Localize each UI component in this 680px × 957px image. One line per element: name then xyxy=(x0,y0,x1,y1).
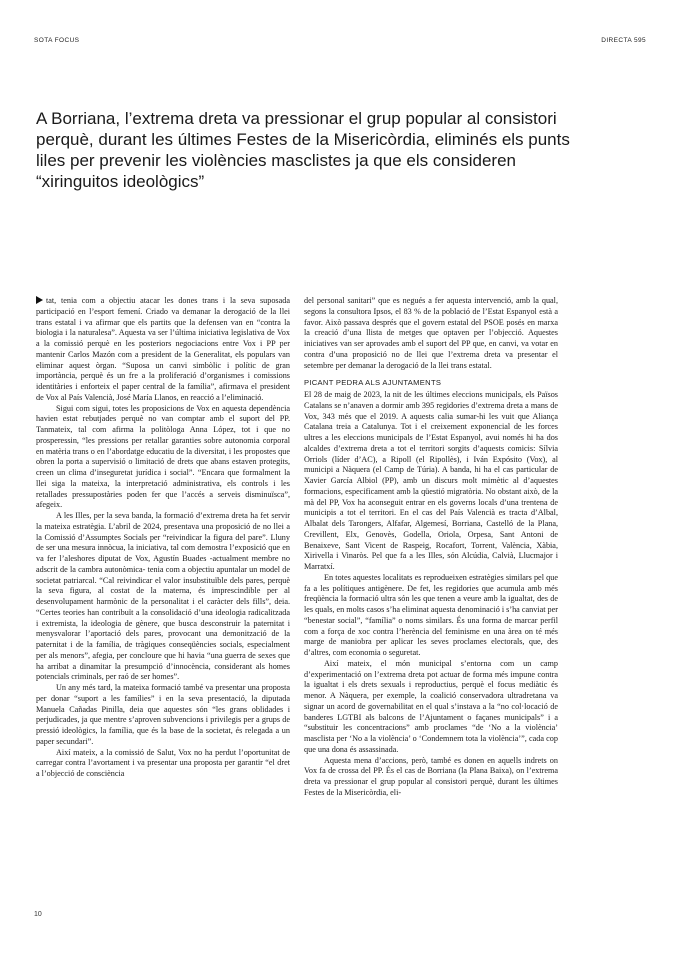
left-column xyxy=(36,296,290,780)
paragraph-text: tat, tenia com a objectiu atacar les dones trans i la seva suposada participació en l’esport femení. Criado va demanar la derogació de la llei trans estatal i va afirmar que els partits que la defensen van en “contra la biologia i la naturalesa”. Aquesta va ser l’última iniciativa legislativa de Vox a la comissió perquè en les posteriors negociacions entre Vox i PP per mantenir Carlos Mazón com a president de la Generalitat, els populars van eliminar aquest òrgan. “Suposa un canvi simbòlic i polític de gran importància, perquè és un fre a la proliferació d’organismes i comissions identitàries i enforteix el paper central de la família”, afirmava el president de Vox al País Valencià, José María Llanos, en reacció a l’eliminació. xyxy=(36,296,290,402)
section-subheading: PICANT PEDRA ALS AJUNTAMENTS xyxy=(304,378,442,388)
paragraph: Aquesta mena d’accions, però, també es donen en aquells indrets on Vox fa de crossa del PP. És el cas de Borriana (la Plana Baixa), on l’extrema dreta va pressionar el grup popular al consistori perquè, durant les últimes Festes de la Misericòrdia, eli- xyxy=(304,755,558,797)
paragraph: A les Illes, per la seva banda, la formació d’extrema dreta ha fet servir la mateixa estratègia. L’abril de 2024, presentava una proposició de no llei a la Comissió d’Assumptes Socials per “reivindicar la figura del pare”. Lluny de ser una mesura innòcua, la iniciativa, tal com demostra l’exposició que en va fer l’aleshores diputat de Vox, Agustín Buades -actualment membre no adscrit de la cambra autonòmica- tenia com a objectiu apuntalar un model de societat patriarcal. “Cal reivindicar el valor insubstituïble dels pares, perquè la seva figura, al costat de la materna, és imprescindible per al desenvolupament harmònic de la personalitat i el caràcter dels fills”, deia. “Certes teories han contribuït a la consolidació d’una ideologia radicalitzada i extremista, la ideologia de gènere, que busca desconstruir la paternitat i menysvalorar l’aportació dels pares, provocant una demonització de la paternitat i de la família, de tràgiques conseqüències socials, especialment per als menors”, afegia, per concloure que hi havia “una guerra de sexes que ha arribat a dinamitar la presumpció d’innocència, considerant als homes potencials criminals, per raó de ser homes”. xyxy=(36,511,290,682)
pull-quote: A Borriana, l’extrema dreta va pressionar el grup popular al consistori perquè, durant les últimes Festes de la Misericòrdia, eliminés els punts liles per prevenir les violències masclistes ja que els consideren “xiringuitos ideològics” xyxy=(36,109,570,191)
paragraph: Sigui com sigui, totes les proposicions de Vox en aquesta dependència havien estat rebutjades perquè no van comptar amb el suport del PP. Tanmateix, tal com afirma la politòloga Anna López, tot i que no prosperessin, “les pressions per retallar garanties sobre autonomia corporal en matèria trans o en l’abordatge educatiu de la diversitat, i les propostes que obren la porta a supervisió o limitació de drets que abans estaven protegits, creen un clima d’inseguretat jurídica i social”. “Encara que formalment la llei siga la mateixa, la interpretació administrativa, els controls i les retallades pressupostàries poden fer que l’accés a serveis disminuïsca”, afegeix. xyxy=(36,403,290,510)
paragraph: Així mateix, el món municipal s’entorna com un camp d’experimentació on l’extrema dreta pot actuar de forma més impune contra la igualtat i els drets sexuals i reproductius, perquè el focus mediàtic és menor. A Nàquera, per exemple, la coalició conservadora ultradretana va signar un acord de governabilitat en el qual s’instava a la “no col·locació de banderes LGTBI als balcons de l’Ajuntament o façanes municipals” i a “substituir les concentracions” amb proclames “de ‘No a la violència’ masclista per ‘No a la violència’ o ‘Condemnem tota la violència’”, cada cop que una dona és assassinada. xyxy=(304,658,558,754)
paragraph: En totes aquestes localitats es reprodueixen estratègies similars pel que fa a les polítiques antigènere. De fet, les regidories que acumula amb més freqüència la formació ultra són les que tenen a veure amb la igualtat, des de les quals, en molts casos s’ha eliminat aquesta denominació i s’ha canviat per “benestar social”, “família” o noms similars. És una forma de marcar perfil com a força de xoc contra l’herència del feminisme en una àrea on té més marge de maniobra per aplicar les seves proclames electorals, que, des d’altres, com economia o seguretat. xyxy=(304,572,558,657)
paragraph: Un any més tard, la mateixa formació també va presentar una proposta per donar “suport a les famílies” i en la seva presentació, la diputada Manuela Cañadas Pinilla, deia que aquestes són “les grans oblidades i perjudicades, ja que mentre s’aproven subvencions i privilegis per a grups de pressió ideològics, la família, que és la base de la societat, és relegada a un paper secundari”. xyxy=(36,683,290,746)
paragraph: El 28 de maig de 2023, la nit de les últimes eleccions municipals, els Països Catalans se n’anaven a dormir amb 395 regidories d’extrema dreta a mans de Vox, 343 més que el 2019. A aquests calia sumar-hi les vuit que Aliança Catalana treia a Catalunya. Tot i el creixement exponencial de les forces ultres a les eleccions municipals de l’Estat Espanyol, avui només hi ha dos alcaldes d’extrema dreta a tot el territori sorgits d’aquests comicis: Sílvia Orriols (líder d’AC), a Ripoll (el Ripollès), i Iván Expósito (Vox), al municipi a Nàquera (el Camp de Túria). A banda, hi ha el cas particular de Xavier García Albiol (PP), amb un discurs molt mimètic al d’aquestes formacions, especificament amb la qüestió migratòria. No obstant això, de la mà del PP, Vox ha aconseguit entrar en els governs locals d’una trentena de municipis a tot el territori. En el cas del País Valencià es tracta d’Albal, Albalat dels Tarongers, Alfafar, Algemesí, Borriana, Castelló de la Plana, Crevillent, Elx, Genovès, Godella, Oriola, Orpesa, Sant Antoni de Benaixeve, Sant Vicent de Raspeig, Rocafort, Torrent, València, Xàbia, Xirivella i Vinaròs. Pel que fa a les Illes, són Alcúdia, Calvià, Llucmajor i Marratxí. xyxy=(304,390,558,571)
arrow-right-icon xyxy=(36,296,43,304)
issue-label: DIRECTA 595 xyxy=(601,37,646,44)
paragraph xyxy=(36,296,290,404)
right-column xyxy=(304,296,558,799)
paragraph: del personal sanitari” que es negués a fer aquesta intervenció, amb la qual, segons la consultora Ipsos, el 83 % de la població de l’Estat Espanyol està a favor. Això passava després que el govern estatal del PSOE posés en marxa la creació d’una llista de metges que optaven per l’objecció. Aquestes iniciatives van ser aprovades amb el suport del PP que, en canvi, va votar en contra d’una proposició no de llei que l’extrema dreta va presentar el setembre per demanar la derogació de la llei trans estatal. xyxy=(304,296,558,370)
section-label: SOTA FOCUS xyxy=(34,37,80,44)
page-number: 10 xyxy=(34,911,42,918)
paragraph: Així mateix, a la comissió de Salut, Vox no ha perdut l’oportunitat de carregar contra l’avortament i va presentar una proposta per garantir “el dret a l’objecció de consciència xyxy=(36,747,290,778)
